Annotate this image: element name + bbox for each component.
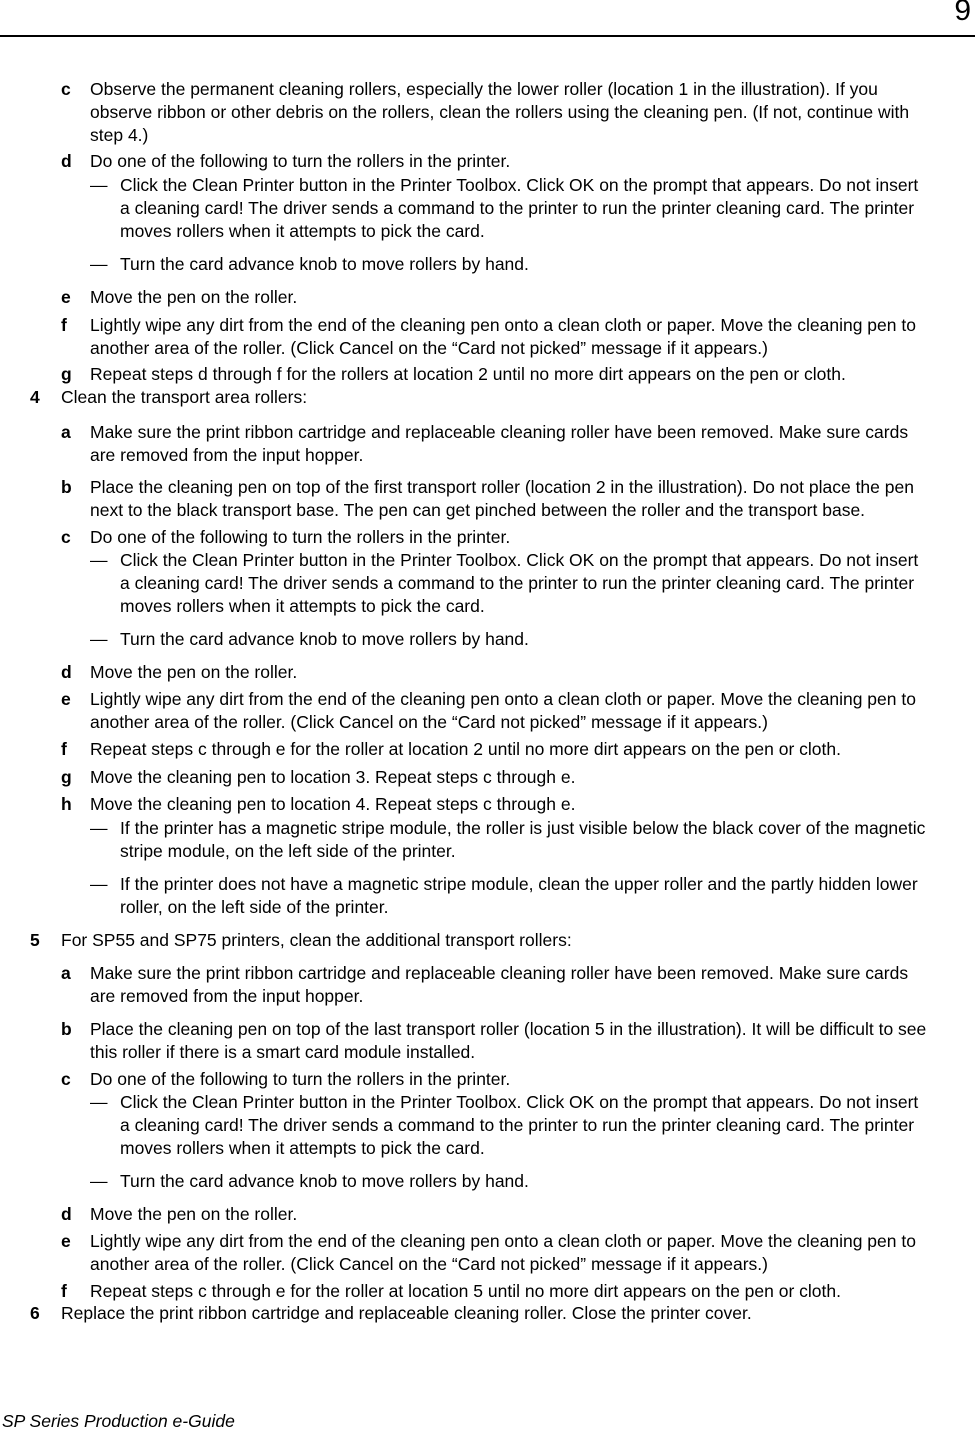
- text-line: Repeat steps d through f for the rollers at location 2 until no more dirt appears on the pen or cloth.: [90, 364, 846, 384]
- em-dash-bullet: —: [90, 550, 108, 570]
- text-line: this roller if there is a smart card module installed.: [90, 1042, 476, 1062]
- text-line: Place the cleaning pen on top of the first transport roller (location 2 in the illustration). Do not place the pen: [90, 477, 914, 497]
- em-dash-bullet: —: [90, 1171, 108, 1191]
- em-dash-bullet: —: [90, 1092, 108, 1112]
- text-line: stripe module, on the left side of the printer.: [120, 841, 456, 861]
- text-line: Move the cleaning pen to location 3. Repeat steps c through e.: [90, 767, 576, 787]
- substep-letter: f: [61, 315, 67, 335]
- text-line: Click the Clean Printer button in the Printer Toolbox. Click OK on the prompt that appears. Do not insert: [120, 175, 919, 195]
- substep-letter: g: [61, 364, 72, 384]
- text-line: observe ribbon or other debris on the rollers, clean the rollers using the cleaning pen. (If not, continue with: [90, 102, 910, 122]
- text-line: a cleaning card! The driver sends a command to the printer to run the printer cleaning card. The printer: [120, 1115, 915, 1135]
- page-number: 9: [954, 0, 971, 27]
- text-line: a cleaning card! The driver sends a command to the printer to run the printer cleaning card. The printer: [120, 573, 915, 593]
- em-dash-bullet: —: [90, 818, 108, 838]
- substep-letter: h: [61, 794, 72, 814]
- text-line: are removed from the input hopper.: [90, 986, 364, 1006]
- substep-letter: c: [61, 527, 71, 547]
- text-line: Turn the card advance knob to move rollers by hand.: [120, 1171, 529, 1191]
- text-line: Do one of the following to turn the rollers in the printer.: [90, 151, 511, 171]
- text-line: Turn the card advance knob to move rollers by hand.: [120, 254, 529, 274]
- text-line: Click the Clean Printer button in the Printer Toolbox. Click OK on the prompt that appears. Do not insert: [120, 1092, 919, 1112]
- step-number: 5: [30, 930, 40, 950]
- text-line: Click the Clean Printer button in the Printer Toolbox. Click OK on the prompt that appears. Do not insert: [120, 550, 919, 570]
- text-line: Observe the permanent cleaning rollers, especially the lower roller (location 1 in the illustration). If you: [90, 79, 878, 99]
- text-line: Turn the card advance knob to move rollers by hand.: [120, 629, 529, 649]
- em-dash-bullet: —: [90, 254, 108, 274]
- text-line: Lightly wipe any dirt from the end of the cleaning pen onto a clean cloth or paper. Move the cleaning pen to: [90, 689, 916, 709]
- text-line: roller, on the left side of the printer.: [120, 897, 389, 917]
- em-dash-bullet: —: [90, 629, 108, 649]
- text-line: Move the pen on the roller.: [90, 1204, 298, 1224]
- substep-letter: c: [61, 79, 71, 99]
- text-line: Move the pen on the roller.: [90, 287, 298, 307]
- text-line: If the printer does not have a magnetic stripe module, clean the upper roller and the partly hidden lower: [120, 874, 918, 894]
- text-line: Do one of the following to turn the rollers in the printer.: [90, 1069, 511, 1089]
- substep-letter: c: [61, 1069, 71, 1089]
- header-rule: [0, 35, 975, 37]
- substep-letter: d: [61, 151, 72, 171]
- em-dash-bullet: —: [90, 874, 108, 894]
- em-dash-bullet: —: [90, 175, 108, 195]
- text-line: another area of the roller. (Click Cancel on the “Card not picked” message if it appears.): [90, 338, 768, 358]
- text-line: Make sure the print ribbon cartridge and replaceable cleaning roller have been removed. Make sure cards: [90, 963, 909, 983]
- text-line: Do one of the following to turn the rollers in the printer.: [90, 527, 511, 547]
- substep-letter: e: [61, 689, 71, 709]
- substep-letter: a: [61, 963, 71, 983]
- text-line: Repeat steps c through e for the roller at location 2 until no more dirt appears on the pen or cloth.: [90, 739, 841, 759]
- substep-letter: f: [61, 1281, 67, 1301]
- text-line: moves rollers when it attempts to pick the card.: [120, 596, 485, 616]
- footer-title: SP Series Production e-Guide: [2, 1411, 235, 1431]
- text-line: moves rollers when it attempts to pick the card.: [120, 221, 485, 241]
- substep-letter: a: [61, 422, 71, 442]
- text-line: are removed from the input hopper.: [90, 445, 364, 465]
- text-line: Lightly wipe any dirt from the end of the cleaning pen onto a clean cloth or paper. Move the cleaning pen to: [90, 315, 916, 335]
- step-number: 6: [30, 1303, 40, 1323]
- text-line: Clean the transport area rollers:: [61, 387, 308, 407]
- substep-letter: g: [61, 767, 72, 787]
- text-line: Repeat steps c through e for the roller at location 5 until no more dirt appears on the pen or cloth.: [90, 1281, 841, 1301]
- substep-letter: e: [61, 287, 71, 307]
- substep-letter: e: [61, 1231, 71, 1251]
- text-line: Place the cleaning pen on top of the last transport roller (location 5 in the illustration). It will be difficult to see: [90, 1019, 927, 1039]
- substep-letter: b: [61, 477, 72, 497]
- text-line: Move the pen on the roller.: [90, 662, 298, 682]
- text-line: Lightly wipe any dirt from the end of the cleaning pen onto a clean cloth or paper. Move the cleaning pen to: [90, 1231, 916, 1251]
- text-line: For SP55 and SP75 printers, clean the additional transport rollers:: [61, 930, 572, 950]
- text-line: Move the cleaning pen to location 4. Repeat steps c through e.: [90, 794, 576, 814]
- step-number: 4: [30, 387, 40, 407]
- text-line: a cleaning card! The driver sends a command to the printer to run the printer cleaning card. The printer: [120, 198, 915, 218]
- text-line: step 4.): [90, 125, 149, 145]
- text-line: another area of the roller. (Click Cancel on the “Card not picked” message if it appears.): [90, 712, 768, 732]
- substep-letter: d: [61, 1204, 72, 1224]
- text-line: If the printer has a magnetic stripe module, the roller is just visible below the black cover of the magnetic: [120, 818, 926, 838]
- substep-letter: b: [61, 1019, 72, 1039]
- substep-letter: d: [61, 662, 72, 682]
- text-line: moves rollers when it attempts to pick the card.: [120, 1138, 485, 1158]
- text-line: Replace the print ribbon cartridge and replaceable cleaning roller. Close the printer cover.: [61, 1303, 752, 1323]
- text-line: another area of the roller. (Click Cancel on the “Card not picked” message if it appears.): [90, 1254, 768, 1274]
- text-line: next to the black transport base. The pen can get pinched between the roller and the transport base.: [90, 500, 866, 520]
- text-line: Make sure the print ribbon cartridge and replaceable cleaning roller have been removed. Make sure cards: [90, 422, 909, 442]
- substep-letter: f: [61, 739, 67, 759]
